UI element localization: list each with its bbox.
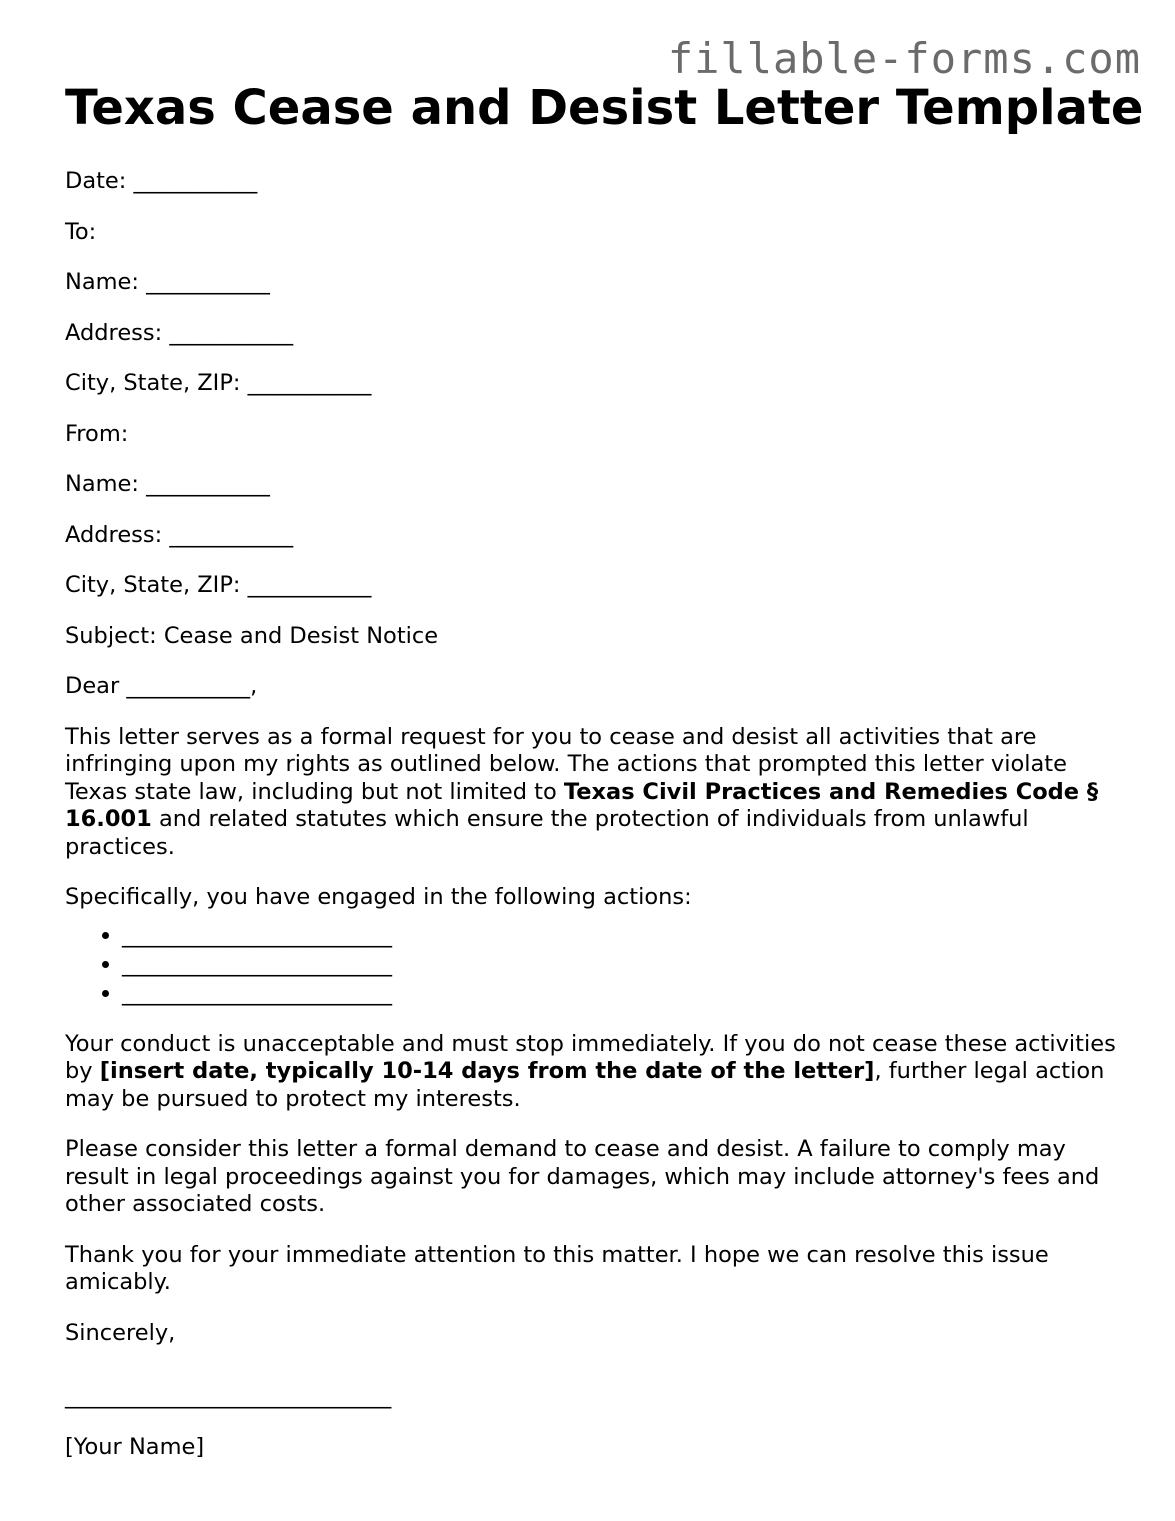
your-name: [Your Name] — [65, 1433, 205, 1460]
paragraph-actions-intro: Specifically, you have engaged in the following actions: — [65, 884, 692, 910]
watermark: fillable-forms.com — [667, 34, 1141, 83]
actions-list — [65, 921, 1125, 1008]
closing: Sincerely, — [65, 1319, 176, 1346]
letter-body — [65, 168, 1125, 1484]
subject-line: Subject: Cease and Desist Notice — [65, 622, 439, 649]
to-name-field: Name: ___________ — [65, 269, 270, 295]
list-item: • ________________________ — [122, 921, 1125, 950]
intro-text-start: This letter serves as a formal request for you to cease and desist all activities that are infringing upon my rights as outlined below. The actions that prompted this letter violate Texas state law, including but not limited to — [65, 723, 1067, 805]
from-name-field: Name: ___________ — [65, 471, 270, 497]
statute-reference: Texas Civil Practices and Remedies Code § 16.001 — [65, 778, 1099, 832]
signature-line: _____________________________ — [65, 1383, 392, 1409]
to-address-field: Address: ___________ — [65, 319, 294, 346]
to-city-field: City, State, ZIP: ___________ — [65, 370, 372, 396]
list-item: • ________________________ — [122, 979, 1125, 1008]
list-item: • ________________________ — [122, 950, 1125, 979]
page-title: Texas Cease and Desist Letter Template — [65, 80, 1144, 136]
deadline-placeholder: [insert date, typically 10-14 days from the date of the letter] — [99, 1058, 875, 1084]
paragraph-thanks: Thank you for your immediate attention to this matter. I hope we can resolve this issue amicably. — [65, 1241, 1049, 1295]
salutation: Dear ___________, — [65, 673, 258, 699]
paragraph-intro — [65, 724, 1125, 862]
paragraph-deadline — [65, 1031, 1125, 1114]
from-label: From: — [65, 420, 129, 447]
paragraph-demand: Please consider this letter a formal demand to cease and desist. A failure to comply may result in legal proceedings against you for damages, which may include attorney's fees and other associated costs. — [65, 1136, 1100, 1217]
deadline-text-end: , further legal action may be pursued to protect my interests. — [65, 1058, 1105, 1112]
from-address-field: Address: ___________ — [65, 521, 294, 548]
from-city-field: City, State, ZIP: ___________ — [65, 572, 372, 598]
intro-text-end: and related statutes which ensure the protection of individuals from unlawful practices. — [65, 806, 1029, 860]
deadline-text-start: Your conduct is unacceptable and must stop immediately. If you do not cease these activities by — [65, 1030, 1116, 1084]
to-label: To: — [65, 218, 97, 245]
date-field: Date: ___________ — [65, 168, 258, 194]
